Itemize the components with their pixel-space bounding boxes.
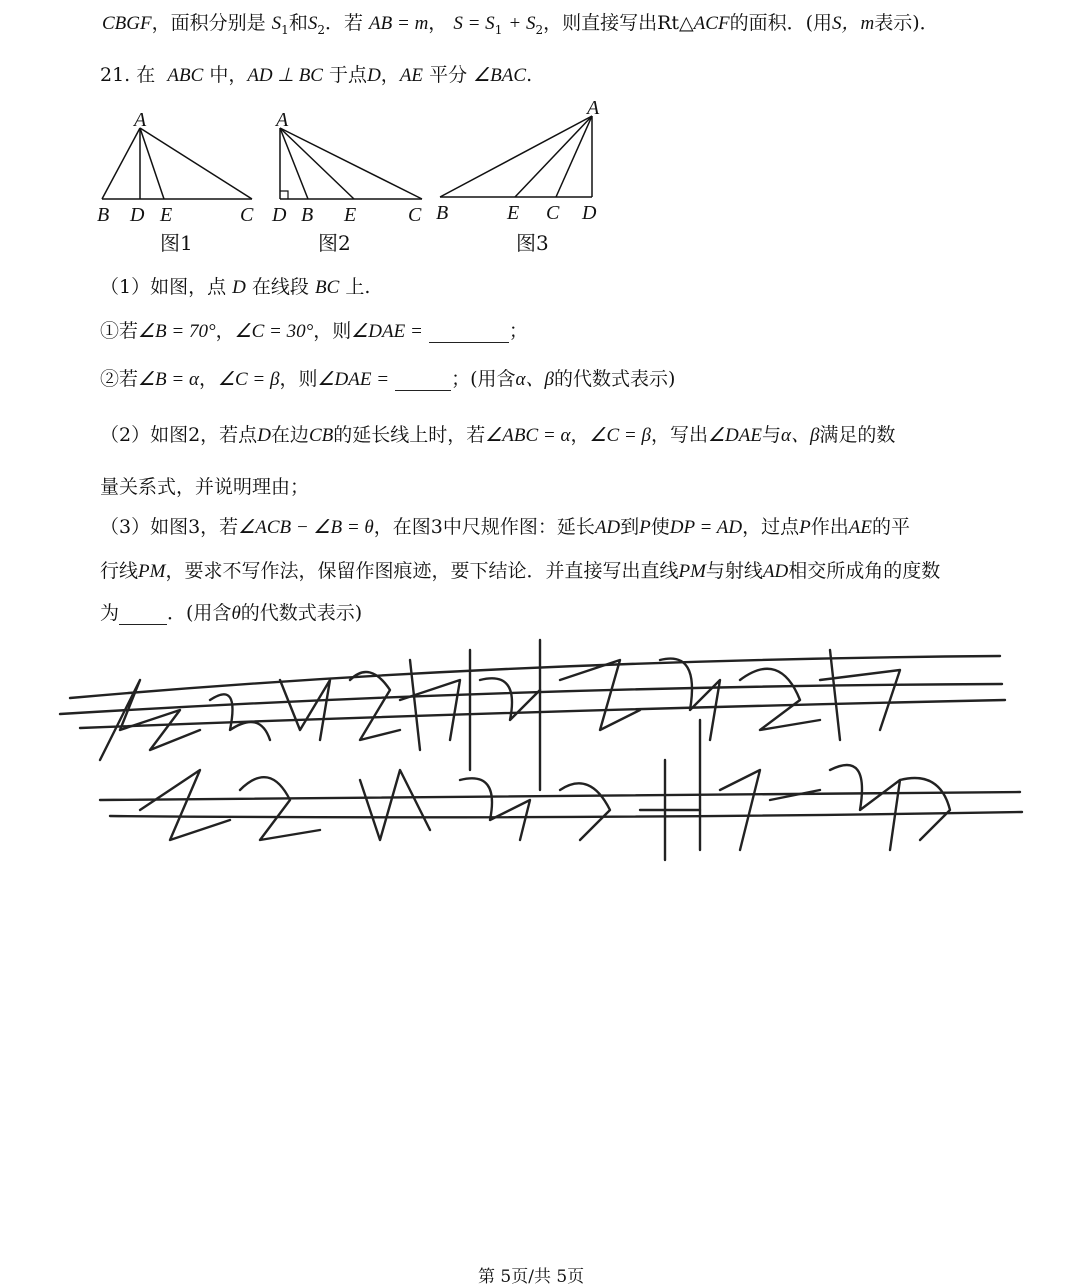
figure-2-labels: [271, 109, 422, 226]
part-1-sub-1: [100, 316, 528, 343]
text: 表示)．: [874, 12, 939, 34]
part-1: [100, 272, 370, 299]
text: ∠ACB − ∠B = θ: [238, 517, 374, 538]
text: AE: [848, 517, 872, 538]
part-2: [100, 420, 895, 447]
figure-3: [440, 116, 592, 197]
text: ∠BAC: [473, 65, 527, 86]
label-B: B: [301, 204, 314, 226]
text: Rt△: [657, 12, 694, 34]
text: ∠B = 70°: [138, 321, 216, 342]
page-footer: 第 5页/共 5页: [478, 1267, 585, 1287]
text: CBGF: [102, 13, 152, 34]
text: ．若: [324, 12, 363, 34]
text: ∠ABC = α: [485, 425, 571, 446]
text: ，面积分别是: [151, 12, 266, 34]
text: 到: [620, 516, 640, 538]
label-E: E: [507, 202, 520, 224]
text: ①若: [100, 320, 139, 342]
text: 的延长线上时，若: [333, 424, 486, 446]
text: AB = m: [369, 13, 429, 34]
label-B: B: [97, 204, 110, 226]
text: AD: [762, 561, 789, 582]
text: ACF: [693, 13, 730, 34]
label-A: A: [134, 109, 147, 131]
text: P: [799, 517, 811, 538]
text: （3）如图3，若: [100, 516, 239, 538]
text: 与: [761, 424, 781, 446]
label-B: B: [436, 202, 449, 224]
text: 和: [288, 12, 308, 34]
text: PM: [138, 561, 166, 582]
text: ，则: [279, 368, 318, 390]
text: 满足的数: [819, 424, 896, 446]
text: D: [257, 425, 271, 446]
text: CB: [308, 425, 334, 446]
text: AE: [399, 65, 424, 86]
label-D: D: [272, 204, 287, 226]
text: 在线段: [251, 276, 309, 298]
answer-blank[interactable]: [395, 368, 451, 391]
text: ABC: [167, 65, 204, 86]
text: ，则直接写出: [543, 12, 658, 34]
text: ∠C = β: [217, 369, 280, 390]
text: θ: [231, 603, 241, 624]
figure-1: [102, 128, 252, 199]
label-C: C: [546, 202, 560, 224]
part-3: [100, 512, 910, 539]
text: S: [307, 13, 318, 34]
text: 的代数式表示): [553, 368, 676, 390]
question-number: 21.: [100, 64, 131, 86]
text: （2）如图2，若点: [100, 424, 258, 446]
text: 在边: [270, 424, 309, 446]
text: ，: [198, 368, 218, 390]
label-E: E: [344, 204, 357, 226]
text: ，在图3中尺规作图：延长: [373, 516, 595, 538]
text: 与射线: [705, 560, 763, 582]
text: ，: [380, 64, 400, 86]
text: PM: [678, 561, 706, 582]
text: 作出: [810, 516, 849, 538]
figure-3-labels: [436, 98, 600, 224]
handwritten-scribble: [0, 620, 1080, 870]
figure-2: [280, 128, 422, 199]
text: ，过点: [742, 516, 800, 538]
part-1-sub-2: [100, 364, 675, 391]
figure-2-caption: 图2: [318, 231, 351, 255]
text: 上.: [345, 276, 371, 298]
text: 中，: [209, 64, 248, 86]
text: ，: [215, 320, 235, 342]
question-21-title: [100, 60, 532, 87]
text: 为: [100, 602, 120, 624]
label-D: D: [582, 202, 597, 224]
label-A: A: [276, 109, 289, 131]
label-E: E: [160, 204, 173, 226]
text: P: [639, 517, 651, 538]
text: ，写出: [650, 424, 708, 446]
text: 的平: [871, 516, 910, 538]
text: 的面积．(用: [729, 12, 832, 34]
text: DP = AD: [669, 517, 743, 538]
text: AD: [594, 517, 621, 538]
text: BC: [314, 277, 340, 298]
text: ，则: [313, 320, 352, 342]
text: 在: [136, 64, 156, 86]
text: S = S: [453, 13, 495, 34]
part-2-cont: [100, 472, 309, 499]
text: ，: [570, 424, 590, 446]
text: ；: [508, 320, 528, 342]
figure-3-caption: 图3: [516, 231, 549, 255]
text: 平分: [429, 64, 468, 86]
text: AD ⊥ BC: [247, 65, 323, 86]
label-C: C: [240, 204, 254, 226]
text: ∠DAE =: [317, 369, 390, 390]
text: ∠DAE =: [351, 321, 423, 342]
text: （1）如图，点: [100, 276, 227, 298]
text: ．(用含: [167, 602, 232, 624]
prev-question-line: CBGF，面积分别是 $S_1$和$S_2$．若 AB = m， $S = S_1 + S_2$，则直接写出Rt△ACF的面积．(用S，m表示)．: [102, 12, 939, 37]
text: .: [526, 64, 533, 86]
text: 于点: [329, 64, 368, 86]
text: 相交所成角的度数: [788, 560, 941, 582]
text: ∠DAE: [707, 425, 762, 446]
geometry-figures: [92, 98, 622, 268]
text: α、β: [515, 369, 554, 390]
part-3-cont-1: [100, 556, 940, 583]
label-D: D: [130, 204, 145, 226]
answer-blank[interactable]: [429, 320, 509, 343]
text: S，m: [831, 13, 875, 34]
text: ，要求不写作法，保留作图痕迹，要下结论．并直接写出直线: [165, 560, 679, 582]
label-C: C: [408, 204, 422, 226]
text: ∠C = 30°: [234, 321, 314, 342]
text: + S: [508, 13, 536, 34]
text: D: [367, 65, 381, 86]
label-A: A: [587, 98, 600, 119]
text: S: [271, 13, 282, 34]
text: D: [232, 277, 246, 298]
text: α、β: [780, 425, 820, 446]
figure-1-labels: [97, 109, 254, 226]
text: 使: [650, 516, 670, 538]
text: ，: [428, 12, 448, 34]
text: ；(用含: [451, 368, 516, 390]
figure-1-caption: 图1: [160, 231, 193, 255]
text: 量关系式，并说明理由；: [100, 476, 310, 498]
text: 的代数式表示): [240, 602, 363, 624]
text: ②若: [100, 368, 139, 390]
text: ∠B = α: [138, 369, 199, 390]
text: ∠C = β: [589, 425, 651, 446]
text: 行线: [100, 560, 139, 582]
